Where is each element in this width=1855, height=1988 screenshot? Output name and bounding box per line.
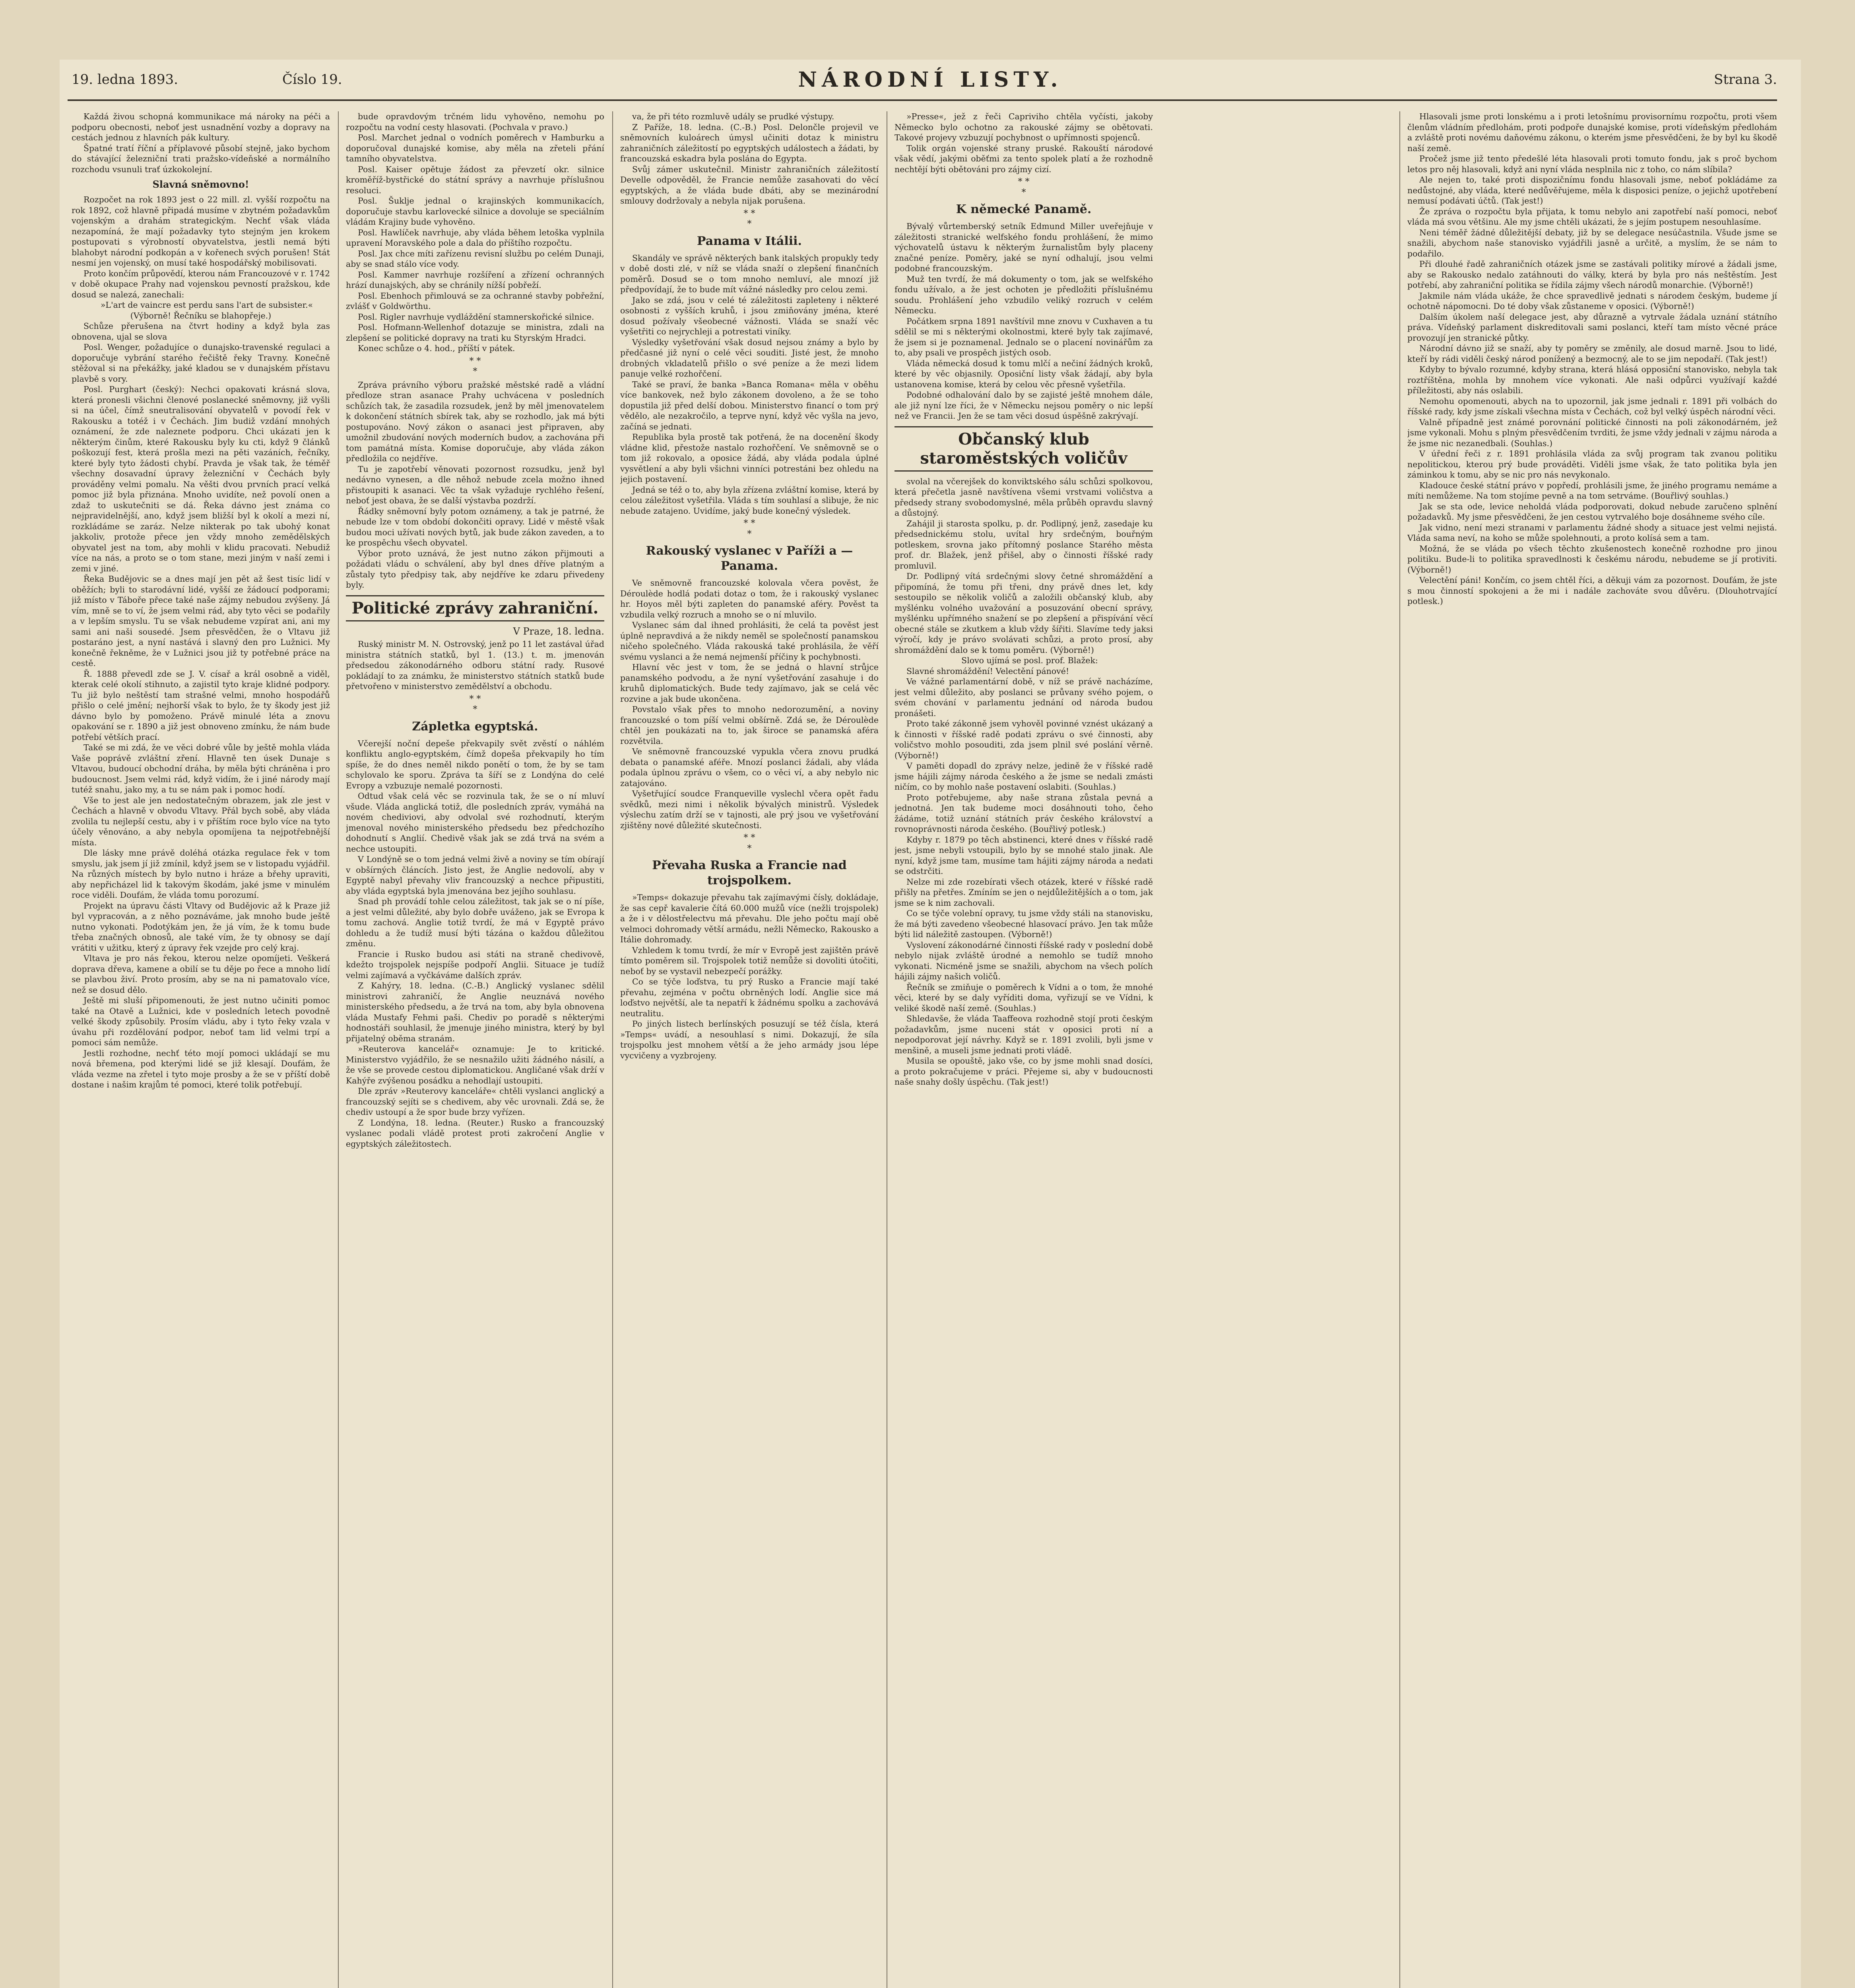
paragraph: Posl. Ebenhoch přimlouvá se za ochranné stavby pobřežní, zvlášť v Goldwörthu. xyxy=(346,291,604,311)
article-heading: Zápletka egyptská. xyxy=(412,719,538,734)
column-rule xyxy=(1399,111,1400,1988)
paragraph: Odtud však celá věc se rozvinula tak, že se o ní mluví všude. Vláda anglická totiž, dle posledních zpráv, vymáhá na novém chediviovi, aby odvolal své rozhodnutí, kterým jmenoval nového ministerského předsedu bez předchozího dohodnutí s Anglií. Chedivě však jak se zdá trvá na svém a nechce ustoupiti. xyxy=(346,791,604,854)
paragraph: Skandály ve správě některých bank italských propukly tedy v době dosti zlé, v níž se vláda snaží o zlepšení finančních poměrů. Dosud se o tom mnoho nemluví, ale mnozí již předpovídají, že to bude mít vážné následky pro celou zemi. xyxy=(620,253,879,294)
paragraph: va, že při této rozmluvě udály se prudké výstupy. xyxy=(632,112,834,121)
paragraph: Zpráva právního výboru pražské městské radě a vládní předloze stran asanace Prahy uchvácena v posledních schůzích tak, že zasadila rozsudek, jenž by měl jmenovatelem k dokončení státních sbírek tak, aby se rozhodlo, jak má býti postupováno. Nový zákon o asanaci jest připraven, aby umožnil zbudování nových moderních budov, a zachována při tom památná místa. Komise doporučuje, aby vláda zákon předložila co nejdříve. xyxy=(346,380,604,463)
paragraph: Posl. Purghart (český): Nechci opakovati krásná slova, která pronesli všichni členové poslanecké sněmovny, již vyšli si na účel, čímž sneutralisování obyvatelů v povodí řek v Rakousku a totéž i v Čechách. Jim budiž vzdání mnohých oznámení, že zde naleznete podporu. Chci ukázati jen k některým činům, které Rakousku byly ku cti, když 9 článků poškozují fest, která prošla mezi na pěti vazáních, řečníky, které byly tyto žádosti chybí. Pravda je však tak, že téměř všechny dosavadní úpravy železniční v Čechách byly prováděny velmi pomalu. Na věšti dvou prvních prací velká pomoc již byla přiznána. Mnoho uvidíte, než povolí onen a zdaž to uskutečniti se dá. Řeka dávno jest známa co nejpravidelnější, ano, když jsem bližší byl k okolí a mezi ní, rozkládáme se zaráz. Nelze nikterak po tak ubohý konat jakkoliv, protože přece jen vždy mnoho zemědělských obyvatel jest na tom, aby mohli v klidu pracovati. Nebudiž více na nás, a proto se o tom stane, mezi jiným v naší zemi i zemi v jiné. xyxy=(72,384,330,573)
paragraph: Výbor proto uznává, že jest nutno zákon přijmouti a požádati vládu o schválení, aby byl dnes dříve platným a zůstaly tyto předpisy tak, aby nejdříve ke zdaru přivedeny byly. xyxy=(346,548,604,590)
paragraph: Konec schůze o 4. hod., příští v pátek. xyxy=(358,344,515,353)
paragraph: Vzhledem k tomu tvrdí, že mír v Evropě jest zajištěn právě tímto poměrem sil. Trojspolek totiž nemůže si dovoliti útočiti, neboť by se vystavil nebezpečí porážky. xyxy=(620,945,879,976)
paragraph: Valně případně jest známé porovnání politické činnosti na poli zákonodárném, jež jsme vykonali. Mohu s plným přesvědčením tvrditi, že jsme vždy jednali v zájmu národa a že jsme nic nezanedbali. (Souhlas.) xyxy=(1407,417,1777,448)
paragraph: Povstalo však přes to mnoho nedorozumění, a noviny francouzské o tom píší velmi obšírně. Zdá se, že Déroulède chtěl jen poukázati na to, jak široce se panamská aféra rozvětvila. xyxy=(620,705,879,746)
paragraph: Národní dávno již se snaží, aby ty poměry se změnily, ale dosud marně. Jsou to lidé, kteří by rádi viděli český národ ponížený a bezmocný, ale to se jim nepodaří. (Tak jest!) xyxy=(1407,344,1777,364)
paragraph: Kdyby r. 1879 po těch abstinenci, které dnes v říšské radě jest, jsme nebyli vstoupili, bylo by se mnohé stalo jinak. Ale nyní, když jsme tam, musíme tam hájiti zájmy národa a nedati se odstrčiti. xyxy=(895,835,1153,876)
paragraph: Posl. Hofmann-Wellenhof dotazuje se ministra, zdali na zlepšení se politické dopravy na trati ku Styrským Hradci. xyxy=(346,322,604,343)
header-rule xyxy=(68,99,1777,101)
section-heading: Občanský klub staroměstských voličův xyxy=(920,429,1127,468)
paragraph: Posl. Delončle projevil ve sněmovních kuloárech úmysl učiniti dotaz k ministru zahraničních záležitostí po egyptských událostech a žádati, by francouzská eskadra byla poslána do Egypta. xyxy=(620,122,879,163)
paragraph: Řeka Budějovic se a dnes mají jen pět až šest tisíc lidí v oběžích; byli to starodávní lidé, vyšší ze žádoucí podporami; již místo v Táboře přece také naše zájmy nebudou zvýšeny. Já vím, mně se to ví, že jsem velmi rád, aby tyto věci se podařily a v lepším smyslu. Tu se však nebudeme vzpírat ani, ani my sami ani naši sousedé. Jsem přesvědčen, že o Vltavu již postaráno jest, a nyní nastává i slavný den pro Lužnici. My konečně řekněme, že v Lužnici jsou již ty potřebné práce na cestě. xyxy=(72,574,330,668)
paragraph: Posl. Šuklje jednal o krajinských kommunikacích, doporučuje stavbu karlovecké silnice a dovoluje se speciálním vládám Krajiny bude vyhověno. xyxy=(346,196,604,227)
paragraph: Včerejší noční depeše překvapily svět zvěstí o náhlém konfliktu anglo-egyptském, čímž dopeša překvapily ho tím spíše, že do dnes neměl nikdo ponětí o tom, že by se tam schylovalo ke sporu. Zpráva ta šíří se z Londýna do celé Evropy a vzbuzuje nemalé pozornosti. xyxy=(346,738,604,790)
paragraph: Zahájil ji starosta spolku, p. dr. Podlipný, jenž, zasedaje ku předsednickému stolu, uvítal hry srdečným, bouřným potleskem, srovna jako přítomný poslance Starého města prof. dr. Blažek, jenž přišel, aby o činnosti říšské rady promluvil. xyxy=(895,518,1153,571)
section-heading: Slavná sněmovno! xyxy=(152,179,249,190)
paragraph: Posl. Wenger, požadujíce o dunajsko-travenské regulaci a doporučuje vybrání starého řečiště řeky Travny. Konečně stěžoval si na překážky, jaké kladou se v dunajském přístavu plavbě s vory. xyxy=(72,342,330,384)
paragraph: Velectění páni! Končím, co jsem chtěl říci, a děkuji vám za pozornost. Doufám, že jste s mou činností spokojeni a že mi i nadále zachováte svou důvěru. (Dlouhotrvající potlesk.) xyxy=(1407,575,1777,606)
paragraph: Špatné tratí říční a příplavové působí stejně, jako bychom do stávající železniční trati pražsko-vídeňské a normálního rozchodu vsunuli trať úzkokolejní. xyxy=(72,143,330,174)
section-heading: Politické zprávy zahraniční. xyxy=(351,598,599,617)
paragraph: Proto také zákonně jsem vyhověl povinné vznést ukázaný a k činnosti v říšské radě podati zprávu o své činnosti, aby voličstvo mohlo posouditi, zda jsem plnil své poslání věrně. (Výborně!) xyxy=(895,719,1153,760)
paragraph: Neni téměř žádné důležitější debaty, již by se delegace nesúčastnila. Všude jsme se snažili, abychom naše stanovisko vyjádřili jasně a určitě, a myslím, že se nám to podařilo. xyxy=(1407,227,1777,258)
paragraph: Ve sněmovně francouzské kolovala včera pověst, že Déroulède hodlá podati dotaz o tom, že i rakouský vyslanec hr. Hoyos měl býti zapleten do panamské aféry. Pověst ta vzbudila velký rozruch a mnoho se o ní mluvilo. xyxy=(620,578,879,619)
dateline: Z Kahýry, 18. ledna. (C.-B.) xyxy=(358,981,489,990)
paragraph: Shledavše, že vláda Taaffeova rozhodně stojí proti českým požadavkům, jsme nuceni stát v oposici proti ní a nepodporovat její návrhy. Když se r. 1891 zvolili, byli jsme v menšině, a museli jsme jednati proti vládě. xyxy=(895,1014,1153,1055)
paragraph: Dalším úkolem naší delegace jest, aby důrazně a vytrvale žádala uznání státního práva. Vídeňský parlament diskreditovali sami poslanci, kteří tam místo věcné práce provozují jen stranické půtky. xyxy=(1407,312,1777,343)
paragraph: Proto potřebujeme, aby naše strana zůstala pevná a jednotná. Jen tak budeme moci dosáhnouti toho, čeho žádáme, totiž uznání státních práv českého království a rovnoprávnosti národa českého. (Bouřlivý potlesk.) xyxy=(895,792,1153,834)
paragraph: Jak vidno, není mezi stranami v parlamentu žádné shody a situace jest velmi nejistá. Vláda sama neví, na koho se může spolehnouti, a proto kolísá sem a tam. xyxy=(1407,522,1777,543)
paragraph: Dle lásky mne právě doléhá otázka regulace řek v tom smyslu, jak jsem jí již zmínil, když jsem se v listopadu vyjádřil. Na různých místech by bylo nutno i hráze a břehy upraviti, aby nepřicházel lid k takovým škodám, jaké jsme v minulém roce viděli. Doufám, že vláda tomu porozumí. xyxy=(72,848,330,900)
paragraph: V Londýně se o tom jedná velmi živě a noviny se tím obírají v obšírných článcích. Jisto jest, že Anglie nedovolí, aby v Egyptě nabyl převahy vliv francouzský a nechce připustiti, aby vláda egyptská byla jmenována bez jejího souhlasu. xyxy=(346,854,604,896)
paragraph: svolal na včerejšek do konviktského sálu schůzi spolkovou, která přečetla jasně navštívena všemi vrstvami voličstva a předsedy strany svobodomyslné, měla průběh opravdu slavný a důstojný. xyxy=(895,476,1153,518)
separator: * * * xyxy=(469,694,481,714)
paragraph: »Temps« dokazuje převahu tak zajímavými čísly, dokládaje, že sas cepř kavalerie čítá 60.000 mužů více (nežli trojspolek) a že i v dělostřelectvu má převahu. Dle jeho počtu mají obě velmoci dohromady větší armádu, nežli Německo, Rakousko a Itálie dohromady. xyxy=(620,893,879,944)
paragraph: Republika byla prostě tak potřená, že na docenění škody vládne klid, přestože nastalo rozhořčení. Ve sněmovně se o tom již rokovalo, a oposice žádá, aby vláda podala úplné vysvětlení a aby byli všichni vinníci potrestáni bez ohledu na jejich postavení. xyxy=(620,432,879,484)
paragraph: Řečník se zmiňuje o poměrech k Vídni a o tom, že mnohé věci, které by se daly vyříditi doma, vyřizují se ve Vídni, k veliké škodě naší země. (Souhlas.) xyxy=(895,982,1153,1013)
paragraph: Výsledky vyšetřování však dosud nejsou známy a bylo by předčasné již nyní o celé věci souditi. Jisté jest, že mnoho drobných vkladatelů přišlo o své peníze a že mezi lidem panuje velké rozhořčení. xyxy=(620,337,879,379)
paragraph: Snad ph provádí tohle celou záležitost, tak jak se o ní píše, a jest velmi důležité, aby bylo dobře uváženo, jak se Evropa k tomu zachová. Anglie totiž tvrdí, že má v Egyptě právo dohledu a že tudíž musí býti tázána o každou důležitou změnu. xyxy=(346,897,604,948)
paragraph: Posl. Jax chce míti zařízenu revisní službu po celém Dunaji, aby se snad stálo více vody. xyxy=(346,248,604,269)
separator: * * * xyxy=(743,208,755,229)
paragraph: Jedná se též o to, aby byla zřízena zvláštní komise, která by celou záležitost vyšetřila. Vláda s tím souhlasí a slibuje, že nic nebude zatajeno. Uvidíme, jaký bude konečný výsledek. xyxy=(620,485,879,516)
separator: * * * xyxy=(469,356,481,377)
page-header xyxy=(60,68,1801,95)
article-heading: K německé Panamě. xyxy=(956,202,1092,216)
paragraph: Vyslovení zákonodárné činnosti říšské rady v poslední době nebylo nijak zvláště úrodné a nemohlo se tudíž mnoho vykonati. Nicméně jsme se snažili, abychom na všech polích hájili zájmy našich voličů. xyxy=(895,940,1153,981)
paragraph: Ruský ministr M. N. Ostrovský, jenž po 11 let zastával úřad ministra státních statků, byl 1. (13.) t. m. jmenován předsedou zákonodárného odboru státní rady. Rusové pokládají to za známku, že ministerstvo státních statků bude přetvořeno v ministerstvo zemědělství a obchodu. xyxy=(346,639,604,691)
paragraph: Pročež jsme již tento předešlé léta hlasovali proti tomuto fondu, jak s proč bychom letos pro něj hlasovali, když ani nyní vláda nesplnila nic z toho, co nám slíbila? xyxy=(1407,154,1777,174)
column-3 xyxy=(620,111,879,1988)
paragraph: Také se mi zdá, že ve věci dobré vůle by ještě mohla vláda Vaše poprávě zvláštní zření. Hlavně ten úsek Dunaje s Vltavou, budoucí obchodní dráha, by měla býti chráněna i pro budoucnost. Jsem velmi rád, když vidím, že i jiné národy mají tutéž snahu, jako my, a tu se nám pak i pomoc hodí. xyxy=(72,743,330,794)
paragraph: Jakmile nám vláda ukáže, že chce spravedlivě jednati s národem českým, budeme jí ochotně nápomocni. Do té doby však zůstaneme v oposici. (Výborně!) xyxy=(1407,291,1777,311)
paragraph: Řádky sněmovní byly potom oznámeny, a tak je patrné, že nebude lze v tom období dokončiti opravy. Lidé v městě však budou moci užívati nových bytů, jak bude zákon zaveden, a to ke prospěchu všech obyvatel. xyxy=(346,506,604,547)
paragraph: Dr. Podlipný vítá srdečnými slovy četné shromáždění a připomíná, že tomu při třeni, dny právě dnes let, kdy sestoupilo se několik voličů a založili občanský klub, aby myšlénku volného uvažování a posuzování obecní správy, myšlénku upřímného snažení se po zlepšení a přispívání věcí obecné stále se zkutkem a klub vždy šířiti. Slavíme tedy jaksi výročí, kdy je právo svolávati schůzi, a proto prosí, aby shromáždění dalo se k tomu poměru. (Výborně!) xyxy=(895,571,1153,655)
paragraph: »Presse«, jež z řeči Capriviho chtěla vyčísti, jakoby Německo bylo ochotno za rakouské zájmy se obětovati. Takové projevy vzbuzují pochybnost o upřímnosti spojenců. xyxy=(895,112,1153,142)
paragraph: Vše to jest ale jen nedostatečným obrazem, jak zle jest v Čechách a hlavně v obvodu Vltavy. Přál bych sobě, aby vláda zvolila tu nejlepší cestu, aby i v příštím roce bylo více na tyto účely věnováno, a aby nebyla opomíjena ta nejpotřebnější místa. xyxy=(72,795,330,847)
paragraph: Vyslanec sám dal ihned prohlásiti, že celá ta pověst jest úplně nepravdivá a že nikdy neměl se společností panamskou ničeho společného. Vláda rakouská také prohlásila, že věří svému vyslanci a že nemá nejmenší příčiny k pochybnosti. xyxy=(620,620,879,662)
paragraph: Vltava je pro nás řekou, kterou nelze opomíjeti. Veškerá doprava dřeva, kamene a obilí se tu děje po řece a mnoho lidí se plavbou živí. Proto prosím, aby se na ni pamatovalo více, než se dosud dělo. xyxy=(72,953,330,995)
paragraph: Ve vážné parlamentární době, v níž se právě nacházíme, jest velmi důležito, aby poslanci se průvany svého pojem, o svém chování v parlamentu jednání od národa budou pronášeti. xyxy=(895,677,1153,718)
paragraph: Hlasovali jsme proti lonskému a i proti letošnímu provisornímu rozpočtu, proti všem členům vládním předlohám, proti podpoře dunajské komise, proti vídeňským předlohám a zvláště proti novému daňovému zákonu, o kterém jsme přesvědčeni, že by byl ku škodě naší země. xyxy=(1407,112,1777,153)
paragraph: Nelze mi zde rozebírati všech otázek, které v říšské radě přišly na přetřes. Zmíním se jen o nejdůležitějších a o tom, jak jsme se k nim zachovali. xyxy=(895,877,1153,908)
paragraph: Po jiných listech berlínských posuzují se též čísla, která »Temps« uvádí, a nesouhlasí s nimi. Dokazují, že síla trojspolku jest mnohem větší a že jeho armády jsou lépe vycvičeny a vyzbrojeny. xyxy=(620,1019,879,1060)
paragraph: Proto končím průpovědí, kterou nám Francouzové v r. 1742 v době okupace Prahy nad vojenskou pevností pražskou, kde dosud se nalezá, zanechali: xyxy=(72,268,330,299)
issue-date: 19. ledna 1893. xyxy=(72,72,178,87)
separator: * * * xyxy=(1018,177,1030,198)
paragraph: »Reuterova kancelář« oznamuje: Je to kritické. Ministerstvo vyjádřilo, že se nesnažilo užiti žádného násilí, a že vše se provede cestou diplomatickou. Angličané však drží v Kahýře zvýšenou posádku a nehodlají ustoupiti. xyxy=(346,1044,604,1085)
paragraph: Posl. Kaiser opětuje žádost za převzetí okr. silnice kroměříž-bystřické do státní správy a navrhuje příslušnou resoluci. xyxy=(346,164,604,195)
paragraph: Možná, že se vláda po všech těchto zkušenostech konečně rozhodne pro jinou politiku. Bude-li to politika spravedlnosti k českému národu, nebudeme se jí protiviti. (Výborně!) xyxy=(1407,544,1777,575)
dateline: V Praze, 18. ledna. xyxy=(513,625,604,637)
paragraph: Jestli rozhodne, nechť této mojí pomoci ukládají se mu nová břemena, pod kterými lidé se již klesají. Doufám, že vláda vezme na zřetel i tyto moje prosby a že se v příští době dostane i našim krajům té pomoci, které tolik potřebují. xyxy=(72,1048,330,1089)
paragraph: Rozpočet na rok 1893 jest o 22 mill. zl. vyšší rozpočtu na rok 1892, což hlavně připadá musíme v zbytném požadavkům vojenským a drahám strategickým. Nechť však vláda nezapomíná, že mají požadavky tyto stejným jen krokem postupovati s výrobností obyvatelstva, jestli nemá býti blahobyt národní podkopán a v kořenech svých porušen! Stát nesmí jen vojenský, on musí také hospodářský mobilisovati. xyxy=(72,195,330,268)
paragraph: Kdyby to bývalo rozumné, kdyby strana, která hlásá opposiční stanovisko, nebyla tak roztříštěna, mohla by mnohem více vykonati. Ale naši odpůrci využívají každé příležitosti, aby nás oslabili. xyxy=(1407,365,1777,395)
paragraph: Vyšetřující soudce Franqueville vyslechl včera opět řadu svědků, mezi nimi i několik bývalých ministrů. Výsledek výslechu zatím drží se v tajnosti, ale prý jsou ve vyšetřování zjištěny nové důležité skutečnosti. xyxy=(620,789,879,830)
paragraph: Ještě mi sluší připomenouti, že jest nutno učiniti pomoc také na Otavě a Lužnici, kde v posledních letech povodně velké škody způsobily. Prosím vládu, aby i tyto řeky vzala v úvahu při rozdělování podpor, neboť tam lid velmi trpí a pomoci sám nemůže. xyxy=(72,996,330,1047)
column-rule xyxy=(338,111,339,1988)
paragraph: Svůj zámer uskutečnil. Ministr zahraničních záležitostí Develle odpověděl, že Francie nemůže zasahovati do věcí egyptských, a že vláda bude dbáti, aby se mezinárodní smlouvy dodržovaly a nebyla nijak porušena. xyxy=(620,164,879,206)
dateline: Z Paříže, 18. ledna. (C.-B.) xyxy=(632,122,757,132)
page-number: Strana 3. xyxy=(1714,72,1777,87)
section-box xyxy=(346,595,604,621)
newspaper-page xyxy=(60,60,1801,1988)
speaker-heading: Slovo ujímá se posl. prof. Blažek: xyxy=(961,656,1098,665)
paragraph: Počátkem srpna 1891 navštívil mne znovu v Cuxhaven a tu sdělil se mi s některými okolnostmi, které byly tak zajímavé, že jsem si je poznamenal. Jednalo se o placení novinářům za to, aby psali ve prospěch jistých osob. xyxy=(895,316,1153,357)
paragraph: Slavné shromáždění! Velectění pánové! xyxy=(906,666,1069,676)
paragraph: V úřední řeči z r. 1891 prohlásila vláda za svůj program tak zvanou politiku nepolitickou, kterou prý bude prováděti. Viděli jsme však, že tato politika byla jen záminkou k tomu, aby se nic pro nás nevykonalo. xyxy=(1407,449,1777,480)
paragraph: Anglický vyslanec sdělil ministrovi zahraničí, že Anglie neuznává nového ministerského předsedu, a že trvá na tom, aby byla obnovena vláda Mustafy Fehmi paši. Chediv po poradě s některými hodnostáři souhlasil, že jmenuje jiného ministra, který by byl přijatelný oběma stranám. xyxy=(346,981,604,1043)
paragraph: Muž ten tvrdí, že má dokumenty o tom, jak se welfského fondu užívalo, a že jest ochoten je předložiti příslušnému soudu. Prohlášení jeho vzbudilo veliký rozruch v celém Německu. xyxy=(895,274,1153,315)
paragraph: Posl. Marchet jednal o vodních poměrech v Hamburku a doporučoval dunajské komise, aby měla na zřeteli přání tamního obyvatelstva. xyxy=(346,133,604,163)
paragraph: Ale nejen to, také proti dispozičnímu fondu hlasovali jsme, neboť pokládáme za nedůstojné, aby vláda, které nedůvěřujeme, měla k disposici peníze, o jejichž upotřebení nemusí podávati účtů. (Tak jest!) xyxy=(1407,175,1777,206)
issue-number: Číslo 19. xyxy=(282,72,342,87)
separator: * * * xyxy=(743,518,755,539)
paragraph: Ve sněmovně francouzské vypukla včera znovu prudká debata o panamské aféře. Mnozí poslanci žádali, aby vláda podala úplnou zprávu o všem, co o věci ví, a aby nebylo nic zatajováno. xyxy=(620,747,879,788)
paragraph: Posl. Rigler navrhuje vydláždění stamnerskořické silnice. xyxy=(358,312,594,322)
paragraph: bude opravdovým trčném lidu vyhověno, nemohu po rozpočtu na vodní cesty hlasovati. (Pochvala v pravo.) xyxy=(346,112,604,132)
paragraph: Dle zpráv »Reuterovy kanceláře« chtěli vyslanci anglický a francouzský sejíti se s chedivem, aby věc urovnali. Zdá se, že chediv ustoupí a že spor bude brzy vyřízen. xyxy=(346,1086,604,1117)
paragraph: Kladouce české státní právo v popředí, prohlásili jsme, že jiného programu nemáme a míti nemůžeme. Na tom stojíme pevně a na tom setrváme. (Bouřlivý souhlas.) xyxy=(1407,480,1777,501)
column-4 xyxy=(895,111,1153,1988)
section-box xyxy=(895,426,1153,472)
paragraph: V paměti dopadl do zprávy nelze, jedině že v říšské radě jsme hájili zájmy národa českého a že jsme se nedali zmásti ničím, co by mohlo naše postavení oslabiti. (Souhlas.) xyxy=(895,761,1153,792)
paragraph: Také se praví, že banka »Banca Romana« měla v oběhu více bankovek, než bylo zákonem dovoleno, a že se toho dopustila již před delší dobou. Ministerstvo financí o tom prý vědělo, ale nezakročilo, a teprve nyní, když věc vyšla na jevo, začíná se jednati. xyxy=(620,379,879,431)
paragraph: Tu je zapotřebí věnovati pozornost rozsudku, jenž byl nedávno vynesen, a dle něhož nebude zcela možno ihned přistoupiti k asanaci. Věc ta však vyžaduje rychlého řešení, neboť jest obava, že se další výstavba pozdrží. xyxy=(346,464,604,505)
paragraph: Schůze přerušena na čtvrt hodiny a když byla zas obnovena, ujal se slova xyxy=(72,321,330,342)
quote: »L'art de vaincre est perdu sans l'art de subsister.« (Výborně! Řečníku se blahopřeje.) xyxy=(100,300,313,320)
paragraph: Francie i Rusko budou asi státi na straně chedivově, kdežto trojspolek nejspíše podpoří Anglii. Situace je tudíž velmi zajímavá a vyčkáváme dalších zpráv. xyxy=(346,949,604,980)
paragraph: Že zpráva o rozpočtu byla přijata, k tomu nebylo ani zapotřebí naší pomoci, neboť vláda má svou většinu. Ale my jsme chtěli ukázati, že s jejím postupem nesouhlasíme. xyxy=(1407,206,1777,227)
article-heading: Panama v Itálii. xyxy=(697,234,802,248)
column-2 xyxy=(346,111,604,1988)
paragraph: Rusko a francouzský vyslanec podali vládě protest proti zakročení Anglie v egyptských záležitostech. xyxy=(346,1118,604,1149)
paragraph: Nemohu opomenouti, abych na to upozornil, jak jsme jednali r. 1891 při volbách do říšské rady, kdy jsme získali všechna místa v Čechách, což byl velký úspěch národní věci. xyxy=(1407,396,1777,416)
masthead-title: NÁRODNÍ LISTY. xyxy=(798,68,1063,92)
paragraph: Jak se sta ode, levice neholdá vláda podporovati, dokud nebude zaručeno splnění požadavků. My jsme přesvědčeni, že jen cestou vytrvalého boje dosáhneme svého cíle. xyxy=(1407,501,1777,522)
column-5 xyxy=(1407,111,1777,1988)
paragraph: Posl. Hawlíček navrhuje, aby vláda během letoška vyplnila upravení Moravského pole a dala do příštího rozpočtu. xyxy=(346,227,604,248)
paragraph: Tolik orgán vojenské strany pruské. Rakouští národové však vědí, jakými oběťmi za tento spolek platí a že rozhodně nechtějí býti obětováni pro zájmy cizí. xyxy=(895,143,1153,174)
article-heading: Převaha Ruska a Francie nad trojspolkem. xyxy=(652,858,847,887)
column-rule xyxy=(612,111,613,1988)
column-1 xyxy=(72,111,330,1988)
separator: * * * xyxy=(743,833,755,854)
paragraph: Ř. 1888 převedl zde se J. V. císař a král osobně a viděl, kterak celé okolí stihnuto, a zajistil tyto kraje klidné podpory. Tu již bylo neštěstí tam strašné velmi, mnoho hospodářů přišlo o celé jmění; nejhorší však to bylo, že ty škody jest již dávno bylo by pomoženo. Právě minulé léta a znovu opakování se r. 1890 a již jest obnoveno zmínku, že nám bude potřebí větších prací. xyxy=(72,669,330,742)
paragraph: Posl. Kammer navrhuje rozšíření a zřízení ochranných hrází dunajských, aby se chránily nížší pobřeží. xyxy=(346,270,604,290)
paragraph: Při dlouhé řadě zahraničních otázek jsme se zastávali politiky mírové a žádali jsme, aby se Rakousko nedalo zatáhnouti do války, která by byla pro nás neštěstím. Jest potřebí, aby zahraniční politika se řídila zájmy všech národů monarchie. (Výborně!) xyxy=(1407,259,1777,290)
paragraph: Podobné odhalování dalo by se zajisté ještě mnohem dále, ale již nyní lze říci, že v Německu nejsou poměry o nic lepší než ve Francii. Jen že se tam věci dosud úspěšně zakrývají. xyxy=(895,390,1153,421)
paragraph: Každá živou schopná kommunikace má nároky na péči a podporu obecnosti, neboť jest usnadnění vozby a dopravy na cestách jednou z hlavních pák kultury. xyxy=(72,112,330,142)
paragraph: Hlavní věc jest v tom, že se jedná o hlavní strůjce panamského podvodu, a že nyní vyšetřování zasahuje i do kruhů diplomatických. Bude tedy zajímavo, jak se celá věc rozvine a jak bude ukončena. xyxy=(620,662,879,704)
paragraph: Co se týče loďstva, tu prý Rusko a Francie mají také převahu, zejména v počtu obrněných lodí. Anglie sice má loďstvo největší, ale ta nepatří k žádnému spolku a zachovává neutralitu. xyxy=(620,977,879,1018)
article-heading: Rakouský vyslanec v Paříži a — Panama. xyxy=(646,544,853,573)
paragraph: Projekt na úpravu části Vltavy od Budějovic až k Praze již byl vypracován, a z něho poznáváme, jak mnoho bude ještě nutno vykonati. Podotýkám jen, že já vím, že k tomu bude třeba značných obnosů, ale také vím, že ty obnosy se dají vrátiti v užitku, který z úpravy řek vzejde pro celý kraj. xyxy=(72,901,330,953)
paragraph: Musila se opouště, jako vše, co by jsme mohli snad dosíci, a proto pokračujeme v práci. Přejeme si, aby v budoucnosti naše snahy došly úspěchu. (Tak jest!) xyxy=(895,1056,1153,1087)
paragraph: Jako se zdá, jsou v celé té záležitosti zapleteny i některé osobnosti z vyšších kruhů, i jsou zmiňovány jména, které dosud požívaly všeobecné vážnosti. Vláda se snaží věc vyšetřiti co nejrychleji a potrestati viníky. xyxy=(620,295,879,336)
paragraph: Vláda německá dosud k tomu mlčí a nečiní žádných kroků, které by věc objasnily. Oposiční listy však žádají, aby byla ustanovena komise, která by celou věc přesně vyšetřila. xyxy=(895,358,1153,389)
dateline: Z Londýna, 18. ledna. (Reuter.) xyxy=(358,1118,504,1128)
paragraph: Co se týče volební opravy, tu jsme vždy stáli na stanovisku, že má býti zavedeno všeobecné hlasovací právo. Jen tak může býti lid náležitě zastoupen. (Výborně!) xyxy=(895,909,1153,939)
paragraph: Bývalý vůrtemberský setník Edmund Miller uveřejňuje v záležitosti stranické welfského fondu prohlášení, že mimo výchovatelů ústavu k některým žurnalistům byly placeny značné peníze. Poměry, jaké se nyní odhalují, jsou velmi podobné francouzským. xyxy=(895,221,1153,273)
